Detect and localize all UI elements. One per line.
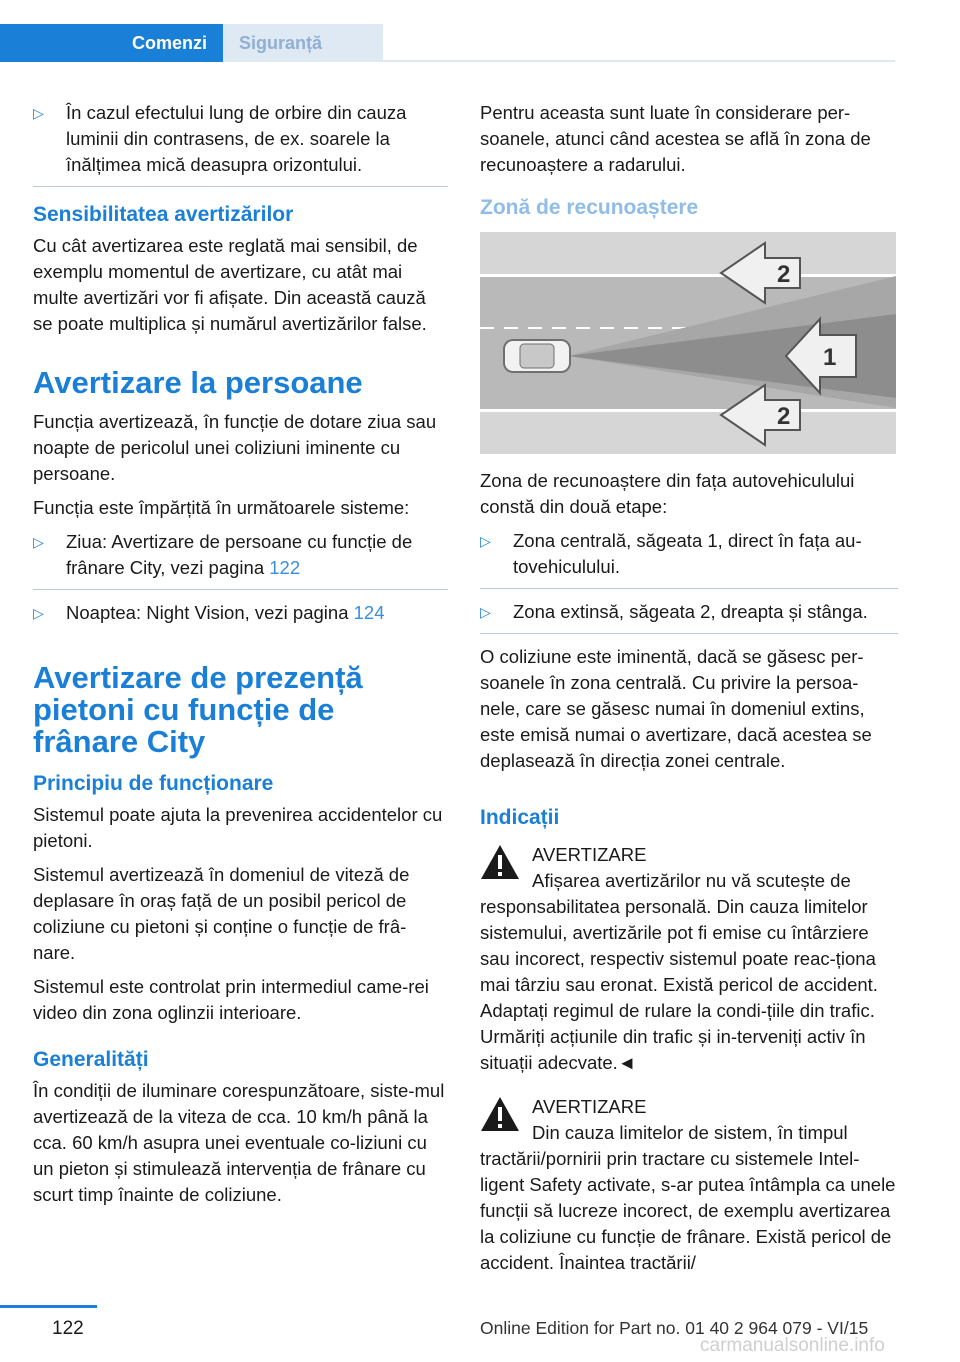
tab-divider bbox=[223, 60, 895, 62]
chapter-tabs bbox=[0, 24, 895, 62]
triangle-bullet-icon: ▷ bbox=[33, 105, 44, 121]
list-item: ▷ În cazul efectului lung de orbire din cauza luminii din contrasens, de ex. soarele la înălțimea mică deasupra orizontului. bbox=[33, 100, 448, 187]
paragraph: Cu cât avertizarea este reglată mai sensibil, de exemplu momentul de avertizare, cu atât mai multe avertizări vor fi afișate. Din această cauză se poate multiplica și numărul avertizărilor false. bbox=[33, 235, 427, 334]
list-item: ▷ Zona extinsă, săgeata 2, dreapta și stânga. bbox=[480, 599, 898, 634]
triangle-bullet-icon: ▷ bbox=[480, 533, 491, 549]
paragraph: Funcția este împărțită în următoarele sisteme: bbox=[33, 497, 410, 518]
list-item: ▷ Noaptea: Night Vision, vezi pagina 124 bbox=[33, 600, 448, 626]
warning-title: AVERTIZARE bbox=[532, 844, 647, 865]
section-heading: Zonă de recunoaștere bbox=[480, 196, 699, 219]
right-column bbox=[480, 100, 898, 1294]
recognition-zone-diagram bbox=[480, 232, 896, 454]
recognition-zone-figure bbox=[480, 232, 896, 454]
warning-block bbox=[480, 842, 898, 1076]
tab-siguranta[interactable]: Siguranță bbox=[223, 24, 383, 62]
left-column bbox=[33, 100, 448, 1216]
tab-comenzi[interactable]: Comenzi bbox=[0, 24, 223, 62]
warning-block bbox=[480, 1094, 898, 1276]
triangle-bullet-icon: ▷ bbox=[480, 604, 491, 620]
warning-text: Afișarea avertizărilor nu vă scutește de responsabilitatea personală. Din cauza limitelor sistemului, avertizările pot fi emise cu întârziere sau incorect, respectiv sistemul poate reac-ționa mai târziu sau eronat. Există pericol de accident. Adaptați regimul de rulare la condi-țiile din trafic. Urmăriți acțiunile din trafic și in-terveniți activ în situații adecvate.◄ bbox=[480, 870, 878, 1073]
triangle-bullet-icon: ▷ bbox=[33, 534, 44, 550]
paragraph: Zona de recunoaștere din fața autovehiculului constă din două etape: bbox=[480, 470, 855, 517]
paragraph: Sistemul este controlat prin intermediul came-rei video din zona oglinzii interioare. bbox=[33, 976, 429, 1023]
page-number: 122 bbox=[52, 1318, 84, 1339]
section-heading: Indicații bbox=[480, 806, 560, 829]
section-heading: Generalități bbox=[33, 1048, 149, 1071]
paragraph: Pentru aceasta sunt luate în considerare per-soanele, atunci când acestea se află în zona de recunoaștere a radarului. bbox=[480, 102, 871, 175]
paragraph: Funcția avertizează, în funcție de dotare ziua sau noapte de pericolul unei coliziuni iminente cu persoane. bbox=[33, 411, 437, 484]
warning-triangle-icon bbox=[480, 844, 520, 880]
arrow-label-1: 1 bbox=[823, 344, 837, 371]
section-heading: Principiu de funcționare bbox=[33, 772, 274, 795]
warning-triangle-icon bbox=[480, 1096, 520, 1132]
paragraph: În condiții de iluminare corespunzătoare, siste-mul avertizează de la viteza de cca. 10 km/h până la cca. 60 km/h asupra unei eventuale co-liziuni cu un pieton și stimulează intervenția de frânare cu scurt timp înainte de coliziune. bbox=[33, 1080, 445, 1205]
chapter-heading: Avertizare de prezență pietoni cu funcție de frânare City bbox=[33, 660, 363, 759]
triangle-bullet-icon: ▷ bbox=[33, 605, 44, 621]
section-heading: Sensibilitatea avertizărilor bbox=[33, 203, 294, 226]
warning-text: Din cauza limitelor de sistem, în timpul tractării/pornirii prin tractare cu sistemele Intel-ligent Safety activate, s-ar putea întâmpla ca unele funcții să lucreze incorect, de exemplu avertizarea la coliziune cu funcție de frânare. Există pericol de accident. Înaintea tractării/ bbox=[480, 1122, 896, 1273]
list-item: ▷ Ziua: Avertizare de persoane cu funcție de frânare City, vezi pagina 122 bbox=[33, 529, 448, 590]
paragraph: Sistemul avertizează în domeniul de viteză de deplasare în oraș față de un posibil pericol de coliziune cu pietoni și conține o funcție de frâ-nare. bbox=[33, 864, 410, 963]
edition-note: Online Edition for Part no. 01 40 2 964 079 - VI/15 bbox=[480, 1318, 869, 1338]
arrow-label-2-bottom: 2 bbox=[777, 403, 791, 430]
paragraph: O coliziune este iminentă, dacă se găsesc per-soanele în zona centrală. Cu privire la persoa-nele, care se găsesc numai în domeniul extins, este emisă numai o avertizare, dacă acestea se deplasează în direcția zonei centrale. bbox=[480, 646, 872, 771]
watermark: carmanualsonline.info bbox=[700, 1335, 885, 1356]
paragraph: Sistemul poate ajuta la prevenirea accidentelor cu pietoni. bbox=[33, 804, 443, 851]
chapter-heading: Avertizare la persoane bbox=[33, 365, 363, 400]
page-link[interactable]: 122 bbox=[269, 557, 301, 578]
arrow-label-2-top: 2 bbox=[777, 261, 791, 288]
footer-rule bbox=[0, 1305, 97, 1308]
warning-title: AVERTIZARE bbox=[532, 1096, 647, 1117]
page-link[interactable]: 124 bbox=[353, 602, 385, 623]
list-item: ▷ Zona centrală, săgeata 1, direct în fața au-tovehiculului. bbox=[480, 528, 898, 589]
